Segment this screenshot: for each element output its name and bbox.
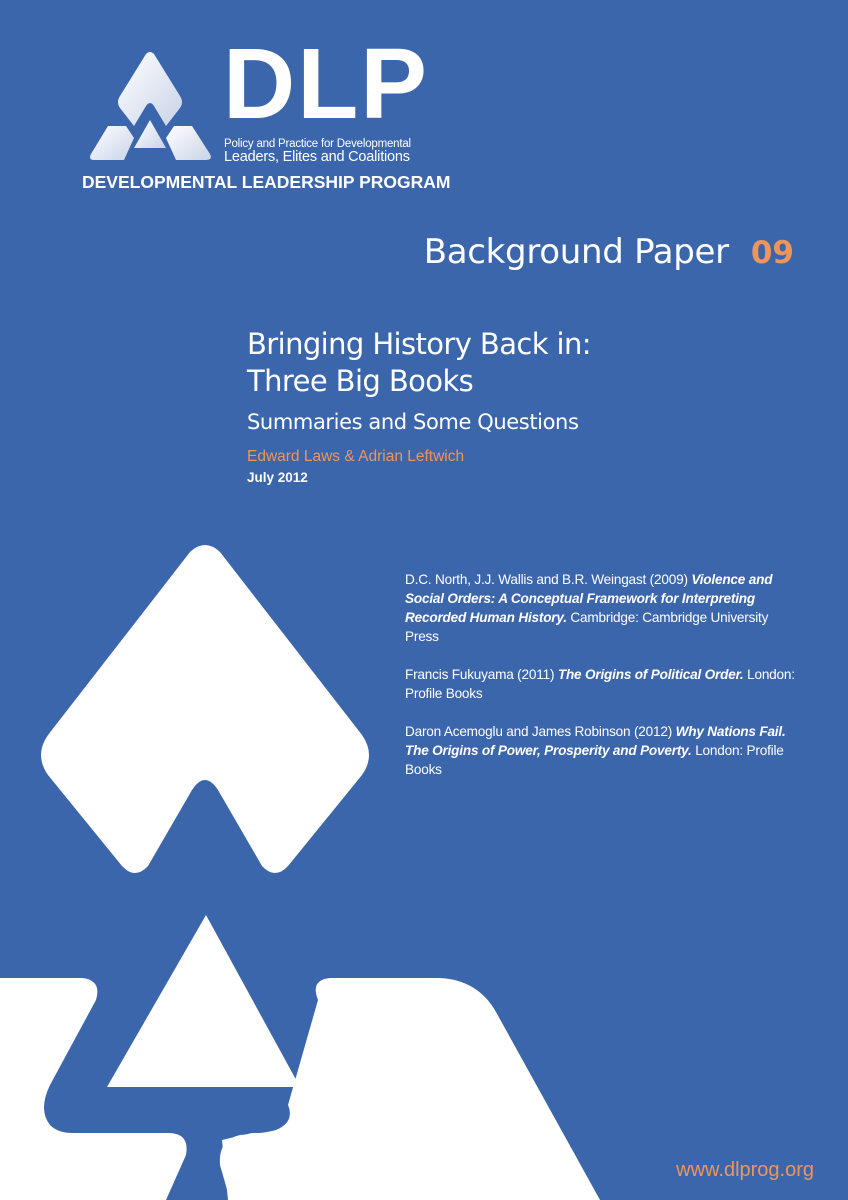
page-title — [247, 326, 591, 400]
logo-wordmark: DLP — [223, 28, 429, 140]
series-number: 09 — [750, 235, 794, 271]
website-link[interactable]: www.dlprog.org — [676, 1159, 814, 1181]
title-line-1: Bringing History Back in: — [247, 327, 591, 361]
reference-title: Why Nations Fail. The Origins of Power, Prosperity and Poverty. — [405, 724, 786, 758]
logo-tagline-line2: Leaders, Elites and Coalitions — [224, 149, 410, 166]
reference-item — [405, 722, 795, 779]
title-line-2: Three Big Books — [247, 364, 474, 398]
organization-name: DEVELOPMENTAL LEADERSHIP PROGRAM — [82, 172, 451, 192]
reference-title: Violence and Social Orders: A Conceptual Framework for Interpreting Recorded Human History. — [405, 572, 773, 625]
reference-publisher: London: Profile Books — [405, 743, 784, 777]
reference-item — [405, 665, 795, 703]
reference-title: The Origins of Political Order. — [557, 667, 744, 682]
book-references — [405, 570, 795, 798]
reference-item — [405, 570, 795, 646]
subtitle: Summaries and Some Questions — [247, 410, 579, 434]
series-label: Background Paper — [423, 232, 729, 272]
publication-date: July 2012 — [247, 470, 308, 485]
dlp-logo — [80, 28, 451, 198]
dlp-triangle-logo-icon — [80, 48, 220, 173]
reference-authors: Francis Fukuyama (2011) — [405, 667, 558, 682]
reference-publisher: London: Profile Books — [405, 667, 795, 701]
logo-tagline-line1: Policy and Practice for Developmental — [224, 138, 411, 150]
reference-publisher: Cambridge: Cambridge University Press — [405, 610, 769, 644]
title-block — [247, 326, 591, 485]
authors: Edward Laws & Adrian Leftwich — [247, 448, 465, 465]
reference-authors: Daron Acemoglu and James Robinson (2012) — [405, 724, 676, 739]
reference-authors: D.C. North, J.J. Wallis and B.R. Weingast (2009) — [405, 572, 692, 587]
logo-tagline — [224, 138, 411, 165]
series-heading — [424, 232, 794, 272]
